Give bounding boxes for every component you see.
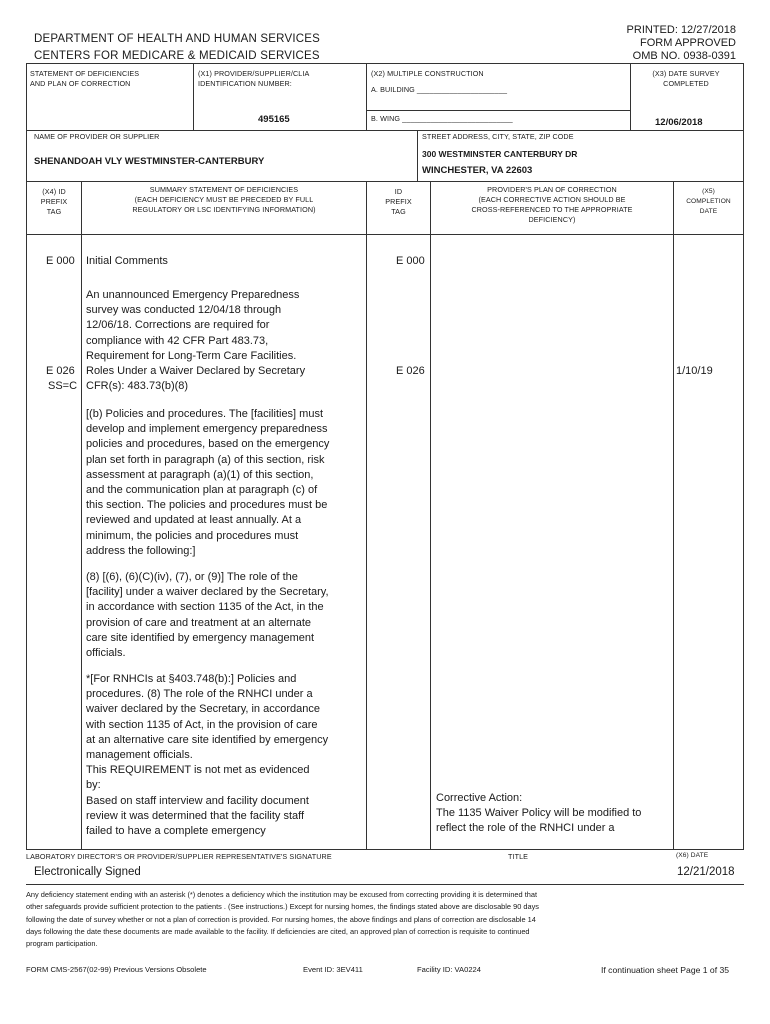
- col-x5-header: (X5) COMPLETION DATE: [686, 188, 731, 215]
- tag-e026: E 026: [46, 365, 75, 377]
- x3-value: 12/06/2018: [655, 117, 703, 128]
- corrective-action: Corrective Action: The 1135 Waiver Policy will be modified to reflect the role of the RNHCI under a: [436, 792, 642, 835]
- id-e000: E 000: [396, 255, 425, 267]
- provider-name: SHENANDOAH VLY WESTMINSTER-CANTERBURY: [34, 156, 265, 167]
- rule-address: [417, 130, 418, 181]
- col-id-header: ID PREFIX TAG: [385, 187, 412, 216]
- address-label: STREET ADDRESS, CITY, STATE, ZIP CODE: [422, 132, 574, 141]
- tag-e000: E 000: [46, 255, 75, 267]
- statement-label: STATEMENT OF DEFICIENCIES AND PLAN OF CORRECTION: [30, 69, 140, 88]
- building-label: A. BUILDING ______________________: [371, 85, 508, 94]
- agency-line-1: DEPARTMENT OF HEALTH AND HUMAN SERVICES: [34, 33, 320, 45]
- address-line-1: 300 WESTMINSTER CANTERBURY DR: [422, 149, 578, 159]
- disclaimer: Any deficiency statement ending with an asterisk (*) denotes a deficiency which the institution may be excused from correcting providing it is determined that other safeguards provide sufficient protection to the patients . (See instructions.) Except for nursing homes, the findings stated above are disclosable 90 days following the date of survey whether or not a plan of correction is provided. For nursing homes, the above findings and plans of correction are disclosable 14 days following the date these documents are made available to the facility. If deficiencies are cited, an approved plan of correction is requisite to continued program participation.: [26, 890, 539, 949]
- signature-value: Electronically Signed: [34, 866, 141, 878]
- e026-paragraph-3: *[For RNHCIs at §403.748(b):] Policies and procedures. (8) The role of the RNHCI under a waiver declared by the Secretary, in accordance with section 1135 of Act, in the provision of care at an alternative care site identified by emergency management officials. This REQUIREMENT is not met as evidenced by: Based on staff interview and facility document review it was determined that the facility staff failed to have a complete emergency: [86, 673, 329, 838]
- facility-id: Facility ID: VA0224: [417, 965, 482, 974]
- date-label: (X6) DATE: [676, 852, 709, 859]
- col-plan-header: PROVIDER'S PLAN OF CORRECTION (EACH CORRECTIVE ACTION SHOULD BE CROSS-REFERENCED TO THE APPROPRIATE DEFICIENCY): [471, 185, 633, 224]
- rule-id-bottom: [26, 130, 744, 131]
- completion-date-e026: 1/10/19: [676, 365, 713, 377]
- e026-paragraph-2: (8) [(6), (6)(C)(iv), (7), or (9)] The role of the [facility] under a waiver declared by the Secretary, in accordance with section 1135 of the Act, in the provision of care and treatment at an alternate care site identified by emergency management officials.: [86, 571, 329, 660]
- rule-signature-bottom: [26, 884, 744, 885]
- e026-title: Roles Under a Waiver Declared by Secretary CFR(s): 483.73(b)(8): [86, 365, 306, 393]
- rule-left: [26, 63, 27, 849]
- rule-x3: [630, 63, 631, 130]
- form-approved: FORM APPROVED: [640, 37, 736, 49]
- title-label: TITLE: [508, 852, 529, 861]
- x3-label: (X3) DATE SURVEY COMPLETED: [652, 69, 720, 88]
- printed-date: PRINTED: 12/27/2018: [626, 24, 736, 36]
- scope-e026: SS=C: [48, 380, 78, 392]
- id-e026: E 026: [396, 365, 425, 377]
- x2-label: (X2) MULTIPLE CONSTRUCTION: [371, 69, 484, 78]
- e000-title: Initial Comments: [86, 255, 168, 267]
- form-number: FORM CMS-2567(02-99) Previous Versions Obsolete: [26, 965, 207, 974]
- signature-label: LABORATORY DIRECTOR'S OR PROVIDER/SUPPLIER REPRESENTATIVE'S SIGNATURE: [26, 852, 332, 861]
- signature-date: 12/21/2018: [677, 866, 735, 878]
- rule-top: [26, 63, 744, 64]
- rule-x2: [366, 63, 367, 130]
- rule-content-bottom: [26, 849, 744, 850]
- e000-text: An unannounced Emergency Preparedness survey was conducted 12/04/18 through 12/06/18. Corrections are required for compliance with 42 CFR Part 483.73, Requirement for Long-Term Care Facilities.: [86, 289, 300, 362]
- rule-columns-bottom: [26, 234, 744, 235]
- agency-line-2: CENTERS FOR MEDICARE & MEDICAID SERVICES: [34, 50, 320, 62]
- rule-provider-bottom: [26, 181, 744, 182]
- x1-label: (X1) PROVIDER/SUPPLIER/CLIA IDENTIFICATION NUMBER:: [198, 69, 310, 88]
- col-summary-header: SUMMARY STATEMENT OF DEFICIENCIES (EACH DEFICIENCY MUST BE PRECEDED BY FULL REGULATORY OR LSC IDENTIFYING INFORMATION): [132, 185, 316, 214]
- wing-label: B. WING ___________________________: [371, 114, 513, 123]
- rule-x1: [193, 63, 194, 130]
- address-line-2: WINCHESTER, VA 22603: [422, 165, 533, 176]
- rule-right: [743, 63, 744, 849]
- rule-col-tag: [81, 181, 82, 849]
- provider-name-label: NAME OF PROVIDER OR SUPPLIER: [34, 132, 160, 141]
- x1-value: 495165: [258, 114, 290, 125]
- rule-col-id: [430, 181, 431, 849]
- e026-paragraph-1: [(b) Policies and procedures. The [facilities] must develop and implement emergency preparedness policies and procedures, based on the emergency plan set forth in paragraph (a) of this section, risk assessment at paragraph (a)(1) of this section, and the communication plan at paragraph (c) of this section. The policies and procedures must be reviewed and updated at least annually. At a minimum, the policies and procedures must address the following:]: [86, 408, 330, 557]
- event-id: Event ID: 3EV411: [303, 965, 363, 974]
- rule-building: [366, 110, 630, 111]
- omb-number: OMB NO. 0938-0391: [632, 50, 736, 62]
- col-x4-header: (X4) ID PREFIX TAG: [40, 187, 68, 216]
- page-indicator: If continuation sheet Page 1 of 35: [601, 965, 730, 975]
- rule-col-summary: [366, 181, 367, 849]
- rule-col-plan: [673, 181, 674, 849]
